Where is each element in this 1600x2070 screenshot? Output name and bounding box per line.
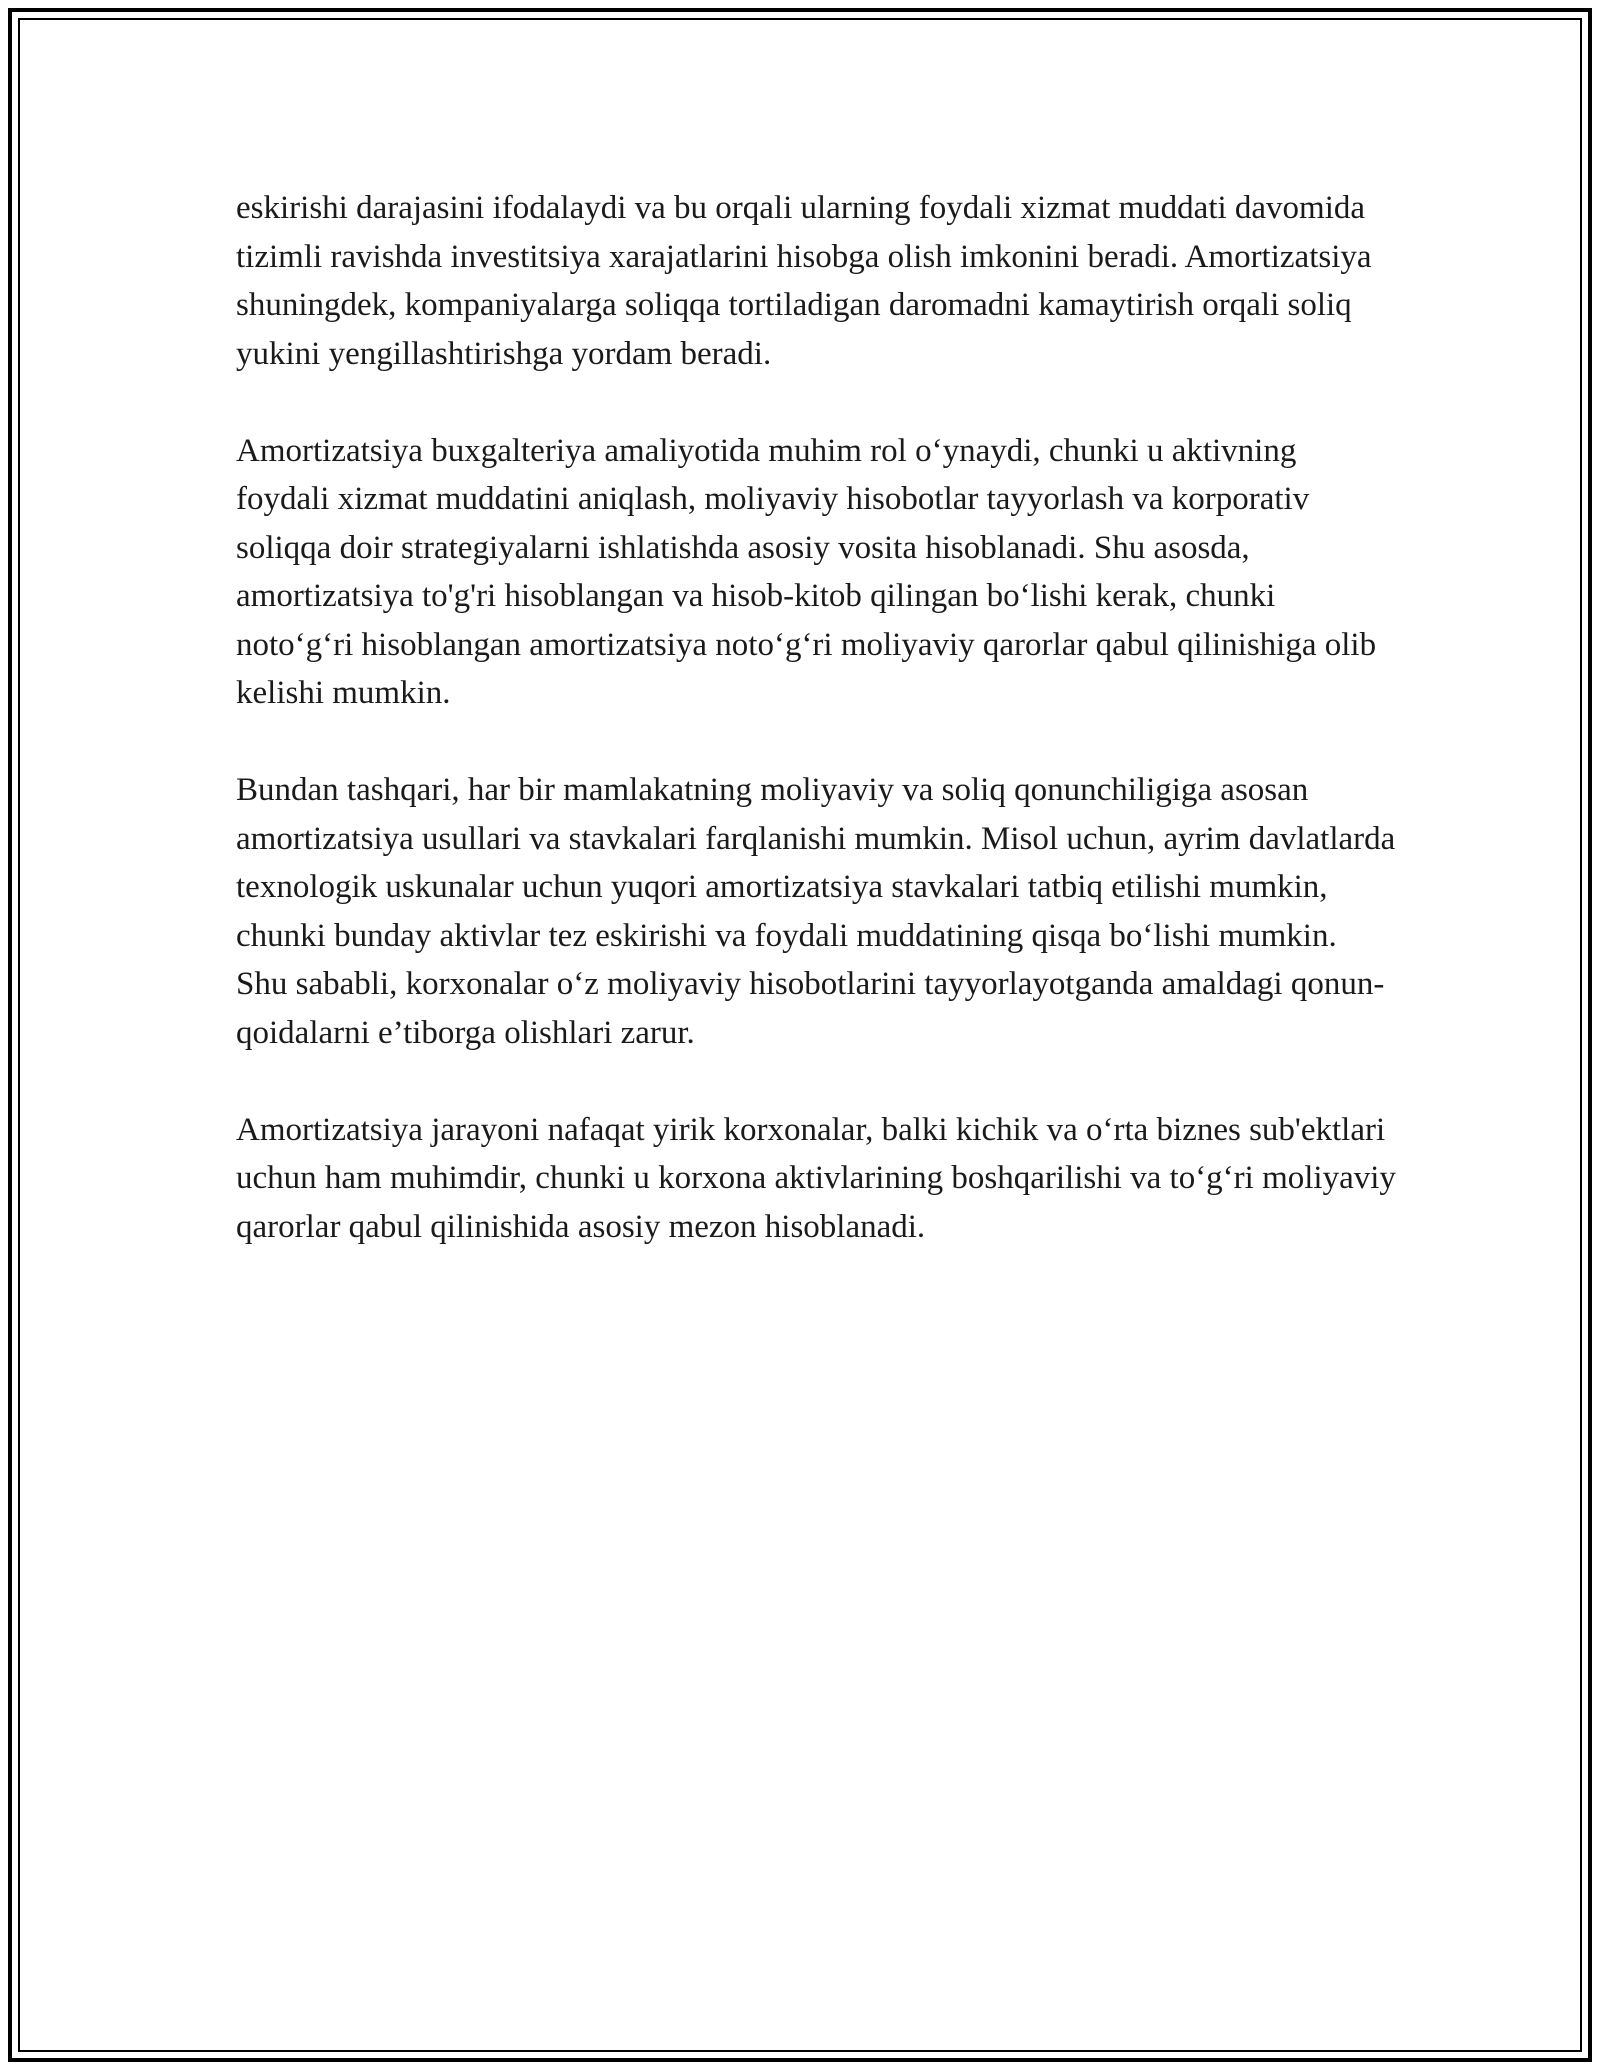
paragraph-1: eskirishi darajasini ifodalaydi va bu orqali ularning foydali xizmat muddati davomida tizimli ravishda investitsiya xarajatlarini hisobga olish imkonini beradi. Amortizatsiya shuningdek, kompaniyalarga soliqqa tortiladigan daromadni kamaytirish orqali soliq yukini yengillashtirishga yordam beradi. [236, 190, 1372, 372]
paragraph-4: Amortizatsiya jarayoni nafaqat yirik korxonalar, balki kichik va o‘rta biznes sub'ektlari uchun ham muhimdir, chunki u korxona aktivlarining boshqarilishi va to‘g‘ri moliyaviy qarorlar qabul qilinishida asosiy mezon hisoblanadi. [236, 1111, 1396, 1245]
paragraph-3: Bundan tashqari, har bir mamlakatning moliyaviy va soliq qonunchiligiga asosan amortizatsiya usullari va stavkalari farqlanishi mumkin. Misol uchun, ayrim davlatlarda texnologik uskunalar uchun yuqori amortizatsiya stavkalari tatbiq etilishi mumkin, chunki bunday aktivlar tez eskirishi va foydali muddatining qisqa bo‘lishi mumkin. Shu sababli, korxonalar o‘z moliyaviy hisobotlarini tayyorlayotganda amaldagi qonun-qoidalarni e’tiborga olishlari zarur. [236, 772, 1396, 1051]
paragraph-2: Amortizatsiya buxgalteriya amaliyotida muhim rol o‘ynaydi, chunki u aktivning foydali xizmat muddatini aniqlash, moliyaviy hisobotlar tayyorlash va korporativ soliqqa doir strategiyalarni ishlatishda asosiy vosita hisoblanadi. Shu asosda, amortizatsiya to'g'ri hisoblangan va hisob-kitob qilingan bo‘lishi kerak, chunki noto‘g‘ri hisoblangan amortizatsiya noto‘g‘ri moliyaviy qarorlar qabul qilinishiga olib kelishi mumkin. [236, 432, 1377, 711]
document-body [236, 184, 1396, 1300]
